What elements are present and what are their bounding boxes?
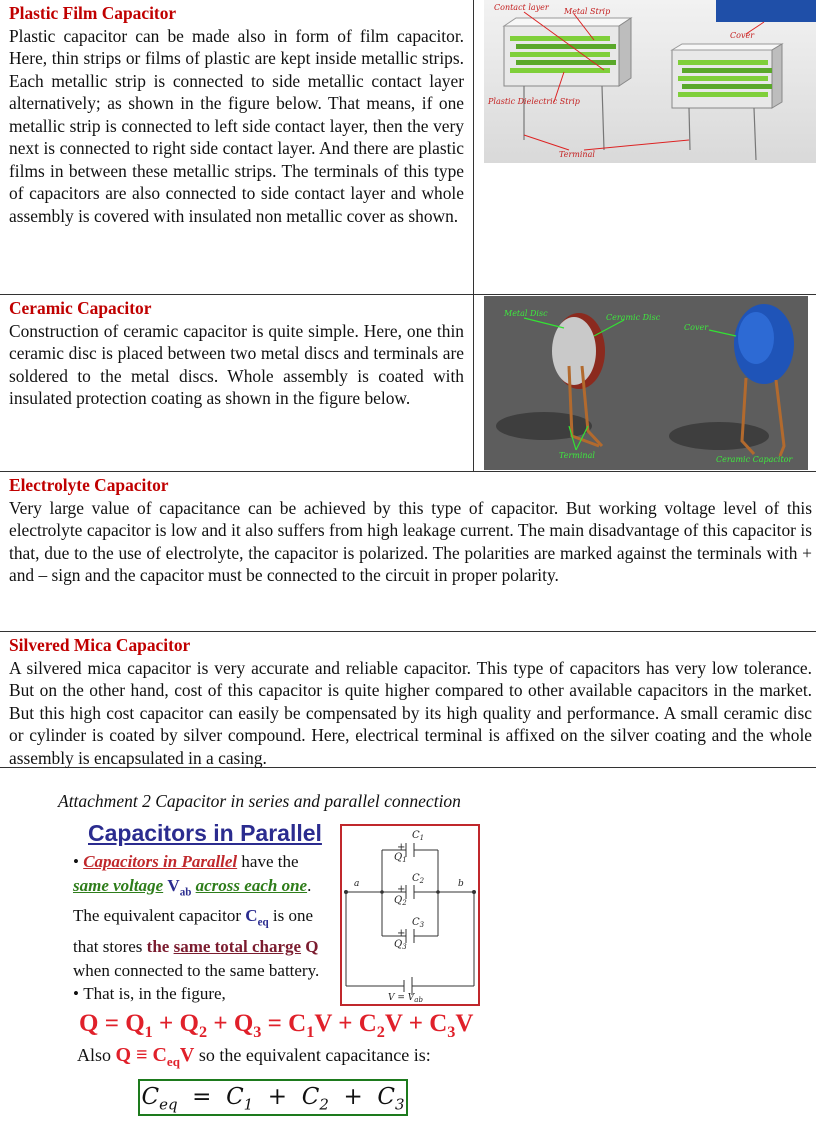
label-terminal: Terminal (559, 150, 595, 159)
text-run: so the equivalent capacitance is: (198, 1045, 431, 1065)
svg-text:C1: $C_1$ (412, 830, 425, 842)
charge-equation: $Q = Q_1 + Q_2 + Q_3 = C_1V + C_2V + C_3V$ (79, 1010, 474, 1041)
label-metal-strip: Metal Strip (564, 7, 611, 16)
svg-text:+: + (397, 842, 406, 853)
section-body: A silvered mica capacitor is very accurate and reliable capacitor. This type of capacitors has very low tolerance. But on the other hand, cost of this capacitor is quite higher compared to other available capacitors in the market. But this high cost capacitor can easily be compensated by its high quality and performance. A small ceramic disc or cylinder is coated by silver compound. Here, electrical terminal is affixed on the silver coating and the whole assembly is encapsulated in a casing. (9, 657, 812, 768)
table-row (0, 295, 816, 472)
equiv-symbol (115, 1044, 195, 1069)
section-body: Very large value of capacitance can be achieved by this type of capacitor. But working voltage level of this electrolyte capacitor is low and it also suffers from high leakage current. The main disadvantage of this capacitor is that, due to the use of electrolyte, the capacitor is polarized. The polarities are marked against the terminals with + and – sign and the capacitor must be connected to the circuit in proper polarity. (9, 497, 812, 585)
label-contact-layer: Contact layer (494, 3, 549, 12)
bullet-1: • Capacitors in Parallel have the same voltage $V_{ab}$ across each one. The equivalent capacitor $C_{eq}$ is one that stores the same total charge Q when connected to the same battery. (73, 852, 320, 980)
text-run: . The equivalent capacitor (73, 875, 312, 926)
label-cover: Cover (730, 31, 755, 40)
svg-text:+: + (397, 884, 406, 895)
symbol-ceq (245, 906, 269, 929)
slide-title: Capacitors in Parallel (88, 820, 322, 846)
term-capacitors-in-parallel: Capacitors in Parallel (83, 852, 238, 871)
table-row (0, 0, 816, 295)
label-terminal: Terminal (559, 451, 595, 460)
table-row (0, 632, 816, 768)
table-cell-text (9, 634, 812, 769)
text-run: Also (77, 1045, 112, 1065)
svg-text:Q3: $Q_3$ (394, 939, 407, 951)
text-run: V (167, 875, 180, 895)
text-run: eq (166, 1054, 180, 1069)
text-run: V (179, 1044, 195, 1066)
text-run: ab (179, 885, 192, 898)
ceramic-capacitor-figure (484, 296, 808, 470)
svg-text:V = Vab: $V = V_{ab}$ (388, 993, 423, 1004)
text-run: Q ≡ C (115, 1044, 167, 1066)
column-divider (473, 0, 474, 295)
label-ceramic-disc: Ceramic Disc (606, 313, 661, 322)
boxed-equation: $C_{eq} = C_1 + C_2 + C_3$ (138, 1079, 408, 1116)
svg-text:C3: $C_3$ (412, 917, 425, 929)
section-heading: Electrolyte Capacitor (9, 475, 169, 495)
text-run: is one that stores (73, 906, 314, 957)
equivalence-line (77, 1044, 431, 1070)
text-run: the (146, 937, 174, 957)
table-cell-text (9, 297, 464, 410)
term-across-each-one: across each one (195, 875, 308, 895)
svg-text:C2: $C_2$ (412, 873, 425, 885)
label-ceramic-capacitor: Ceramic Capacitor (716, 455, 793, 464)
label-cover: Cover (684, 323, 709, 332)
text-run: eq (257, 916, 269, 929)
text-run: C (245, 906, 258, 926)
svg-text:Q2: $Q_2$ (394, 895, 407, 907)
attachment-caption: Attachment 2 Capacitor in series and parallel connection (58, 791, 461, 811)
section-body: Plastic capacitor can be made also in form of film capacitor. Here, thin strips or films of plastic are kept inside metallic strips. Each metallic strip is connected to side metallic contact layer alternatively; as shown in the figure below. That means, if one metallic strip is connected to left side contact layer, then the very next is connected to right side contact layer. And there are plastic films in between these metallic strips. The terminals of this type of capacitors are also connected to side contact layer and whole assembly is covered with insulated non metallic cover as shown. (9, 25, 464, 226)
term-same-voltage: same voltage (73, 875, 164, 895)
text-run: Q (301, 937, 319, 957)
label-plastic-dielectric: Plastic Dielectric Strip (488, 97, 580, 106)
slide-body (73, 850, 333, 1006)
section-heading: Ceramic Capacitor (9, 298, 152, 318)
svg-text:b: b (458, 879, 464, 889)
table-cell-text (9, 474, 812, 587)
bullet-2: • That is, in the figure, (73, 984, 226, 1004)
section-heading: Plastic Film Capacitor (9, 3, 177, 23)
section-body: Construction of ceramic capacitor is quite simple. Here, one thin ceramic disc is placed between two metal discs and terminals are soldered to the metal discs. Whole assembly is coated with insulated protection coating as shown in the figure below. (9, 320, 464, 408)
svg-text:Q1: $Q_1$ (394, 852, 407, 864)
svg-text:a: a (354, 879, 360, 889)
table-cell-text (9, 2, 464, 227)
section-heading: Silvered Mica Capacitor (9, 635, 191, 655)
column-divider (473, 295, 474, 472)
parallel-circuit-diagram (340, 824, 480, 1006)
film-capacitor-figure (484, 0, 816, 163)
text-run: have the (237, 852, 299, 871)
term-same-total-charge: same total charge (173, 937, 302, 957)
table-row (0, 472, 816, 632)
label-metal-disc: Metal Disc (504, 309, 548, 318)
svg-text:+: + (397, 928, 406, 939)
symbol-vab (167, 875, 192, 898)
text-run: That is, in the figure, (83, 984, 226, 1004)
text-run: when connected to the same battery. (73, 960, 320, 980)
